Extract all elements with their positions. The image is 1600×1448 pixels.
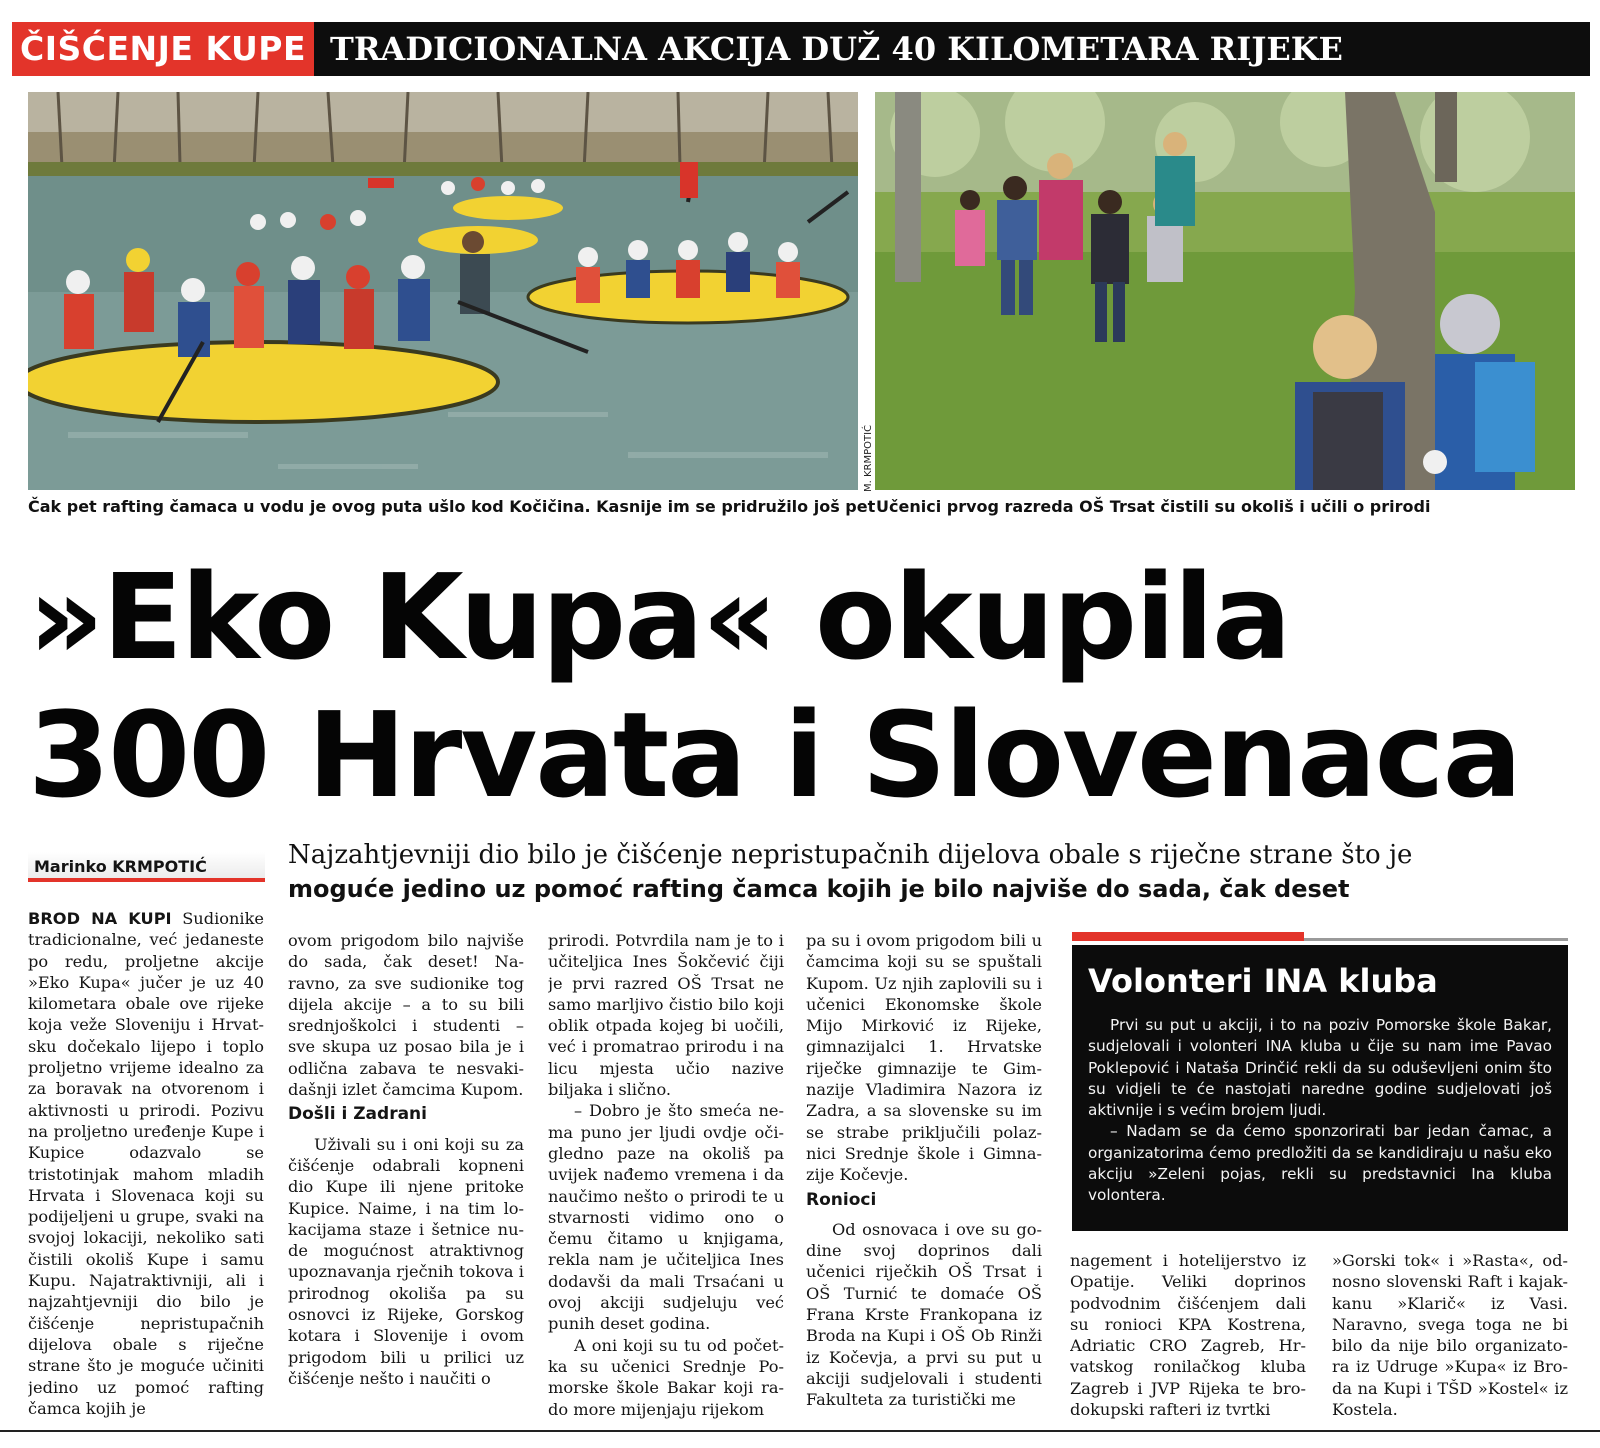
- sidebar-title: Volonteri INA kluba: [1088, 962, 1438, 1000]
- article-column-4: [806, 930, 1042, 1426]
- sidebar-rule: [1304, 938, 1568, 941]
- headline-line-2: 300 Hrvata i Slovenaca: [28, 686, 1521, 824]
- article-column-6: [1332, 1250, 1568, 1426]
- article-column-1: [28, 908, 264, 1426]
- article-column-2: [288, 930, 524, 1426]
- sidebar-accent-bar: [1072, 932, 1304, 941]
- sidebar-paragraph: Prvi su put u akciji, i to na poziv Pomorske škole Bakar, sudjelovali i volonteri INA kluba u čije su nam ime Pavao Poklepović i Nataša Drinčić rekli da su oduševljeni onim što su vidjeli te će nastojati naredne godine sudjelovati još aktivnije i s većim brojem ljudi.: [1088, 1016, 1552, 1120]
- lead-line-1: Najzahtjevniji dio bilo je čišćenje nepristupačnih dijelova obale s riječne strane što je: [288, 840, 1413, 870]
- headline: [28, 548, 1588, 824]
- column-text: A oni koji su tu od početka su učenici Srednje Pomorske škole Bakar koji rado more mijenjaju rijekom: [548, 1335, 784, 1419]
- sidebar-box: [1072, 945, 1568, 1231]
- rafting-photo: [28, 92, 858, 490]
- column-text: Od osnovaca i ove su godine svoj doprinos dali učenici riječkih OŠ Trsat i OŠ Turnić te domaće OŠ Frana Krste Frankopana iz Broda na Kupi i OŠ Ob Rinži iz Kočevja, a prvi su put u akciji sudjelovali i studenti Fakulteta za turistički me: [806, 1219, 1042, 1410]
- column-text: – Dobro je što smeća nema puno jer ljudi ovdje očigledno paze na okoliš pa uvijek nađemo vremena i da naučimo nešto o prirodi te u stvarnosti vidimo ono o čemu čitamo u knjigama, rekla nam je učiteljica Ines dodavši da mali Trsaćani u ovoj akciji sudjeluju već punih deset godina.: [548, 1101, 784, 1334]
- photo-credit: M. KRMPOTIĆ: [863, 424, 874, 492]
- headline-line-1: »Eko Kupa« okupila: [28, 548, 1290, 686]
- column-text: pa su i ovom prigodom bili u čamcima koji su se spuštali Kupom. Uz njih zaplovili su i učenici Ekonomske škole Mijo Mirković iz Rijeke, gimnazijalci 1. Hrvatske riječke gimnazije te Gimnazije Vladimira Nazora iz Zadra, a sa slovenske su im se strabe priključili polaznici Srednje škole i Gimnazije Kočevje.: [806, 931, 1042, 1185]
- column-text: nagement i hotelijerstvo iz Opatije. Veliki doprinos podvodnim čišćenjem dali su ronioci KPA Kostrena, Adriatic CRO Zagreb, Hrvatskog ronilačkog kluba Zagreb i JVP Rijeka te brodokupski rafteri iz tvrtki: [1070, 1251, 1306, 1420]
- subhead: Ronioci: [806, 1189, 877, 1210]
- bottom-rule: [0, 1430, 1600, 1432]
- column-text: ovom prigodom bilo najviše do sada, čak deset! Naravno, za sve sudionike tog dijela akcije – a to su bili srednjoškolci i studenti – sve skupa uz posao bila je i odlična zabava te nesvakidašnji izlet čamcima Kupom.: [288, 931, 524, 1100]
- article-column-3: [548, 930, 784, 1426]
- article-column-5: [1070, 1250, 1306, 1426]
- lead-paragraph: [288, 838, 1588, 906]
- sidebar-paragraph: – Nadam se da ćemo sponzorirati bar jedan čamac, a organizatorima ćemo predložiti da se kandidiraju u našu eko akciju »Zeleni pojas, rekli su predstavnici Ina kluba volontera.: [1088, 1122, 1552, 1205]
- lead-line-2: moguće jedino uz pomoć rafting čamca kojih je bilo najviše do sada, čak deset: [288, 875, 1350, 903]
- author-byline: Marinko KRMPOTIĆ: [28, 852, 265, 882]
- column-text: Uživali su i oni koji su za čišćenje odabrali kopneni dio Kupe ili njene pritoke Kupice. Naime, i na tim lokacijama staze i šetnice nude mogućnost atraktivnog upoznavanja rječnih tokova i prirodnog okoliša pa su osnovci iz Rijeke, Gorskog kotara i Slovenije i ovom prigodom bili u prilici uz čišćenje nešto i naučiti o: [288, 1134, 524, 1388]
- kicker-title: TRADICIONALNA AKCIJA DUŽ 40 KILOMETARA RIJEKE: [330, 30, 1343, 68]
- section-kicker: ČIŠĆENJE KUPE: [12, 22, 314, 76]
- placeline: BROD NA KUPI: [28, 909, 172, 928]
- photo-caption-right: Učenici prvog razreda OŠ Trsat čistili su okoliš i učili o prirodi: [876, 497, 1431, 516]
- students-photo: [875, 92, 1575, 490]
- column-text: prirodi. Potvrdila nam je to i učiteljica Ines Šokčević čiji je prvi razred OŠ Trsat ne samo marljivo čistio bilo koji oblik otpada kojeg bi uočili, već i promatrao prirodu i na licu mjesta učio nazive biljaka i slično.: [548, 931, 784, 1100]
- sidebar-text: [1088, 1015, 1552, 1207]
- photo-caption-left: Čak pet rafting čamaca u vodu je ovog puta ušlo kod Kočičina. Kasnije im se pridružilo još pet: [28, 497, 876, 516]
- column-text: »Gorski tok« i »Rasta«, odnosno slovenski Raft i kajak-kanu »Klarič« iz Vasi. Naravno, svega toga ne bi bilo da nije bilo organizatora iz Udruge »Kupa« iz Broda na Kupi i TŠD »Kostel« iz Kostela.: [1332, 1251, 1568, 1420]
- column-text: Sudionike tradicionalne, već jedaneste po redu, proljetne akcije »Eko Kupa« jučer je uz 40 kilometara obale ove rijeke koja veže Sloveniju i Hrvatsku dočekalo lijepo i toplo proljetno vrijeme idealno za za boravak na otvorenom i aktivnosti u prirodi. Pozivu na proljetno uređenje Kupe i Kupice odazvalo se tristotinjak mahom mladih Hrvata i Slovenaca koji su podijeljeni u grupe, svaki na svojoj lokaciji, nekoliko sati čistili okoliš Kupe i samu Kupu. Najatraktivniji, ali i najzahtjevniji dio bilo je čišćenje nepristupačnih dijelova obale s riječne strane što je moguće učiniti jedino uz pomoć rafting čamca kojih je: [28, 909, 264, 1418]
- subhead: Došli i Zadrani: [288, 1104, 427, 1125]
